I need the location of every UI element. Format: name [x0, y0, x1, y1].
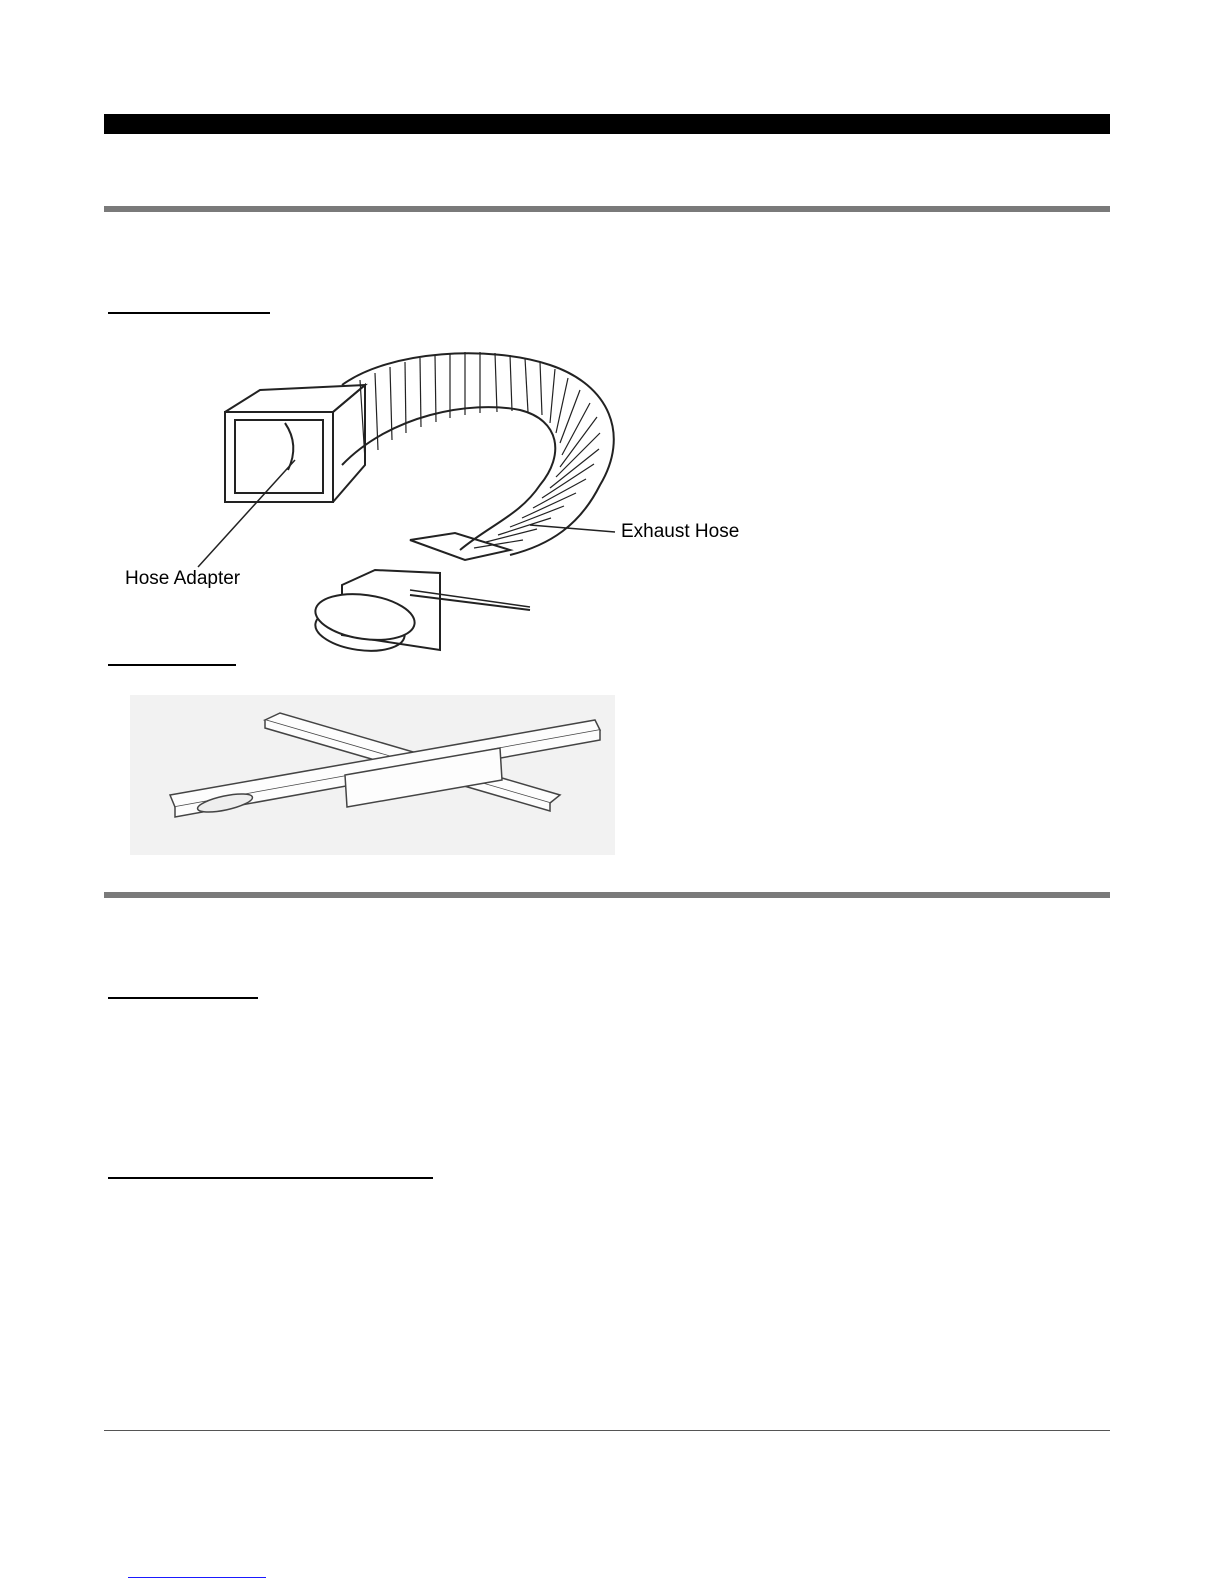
exhaust-hose-label: Exhaust Hose: [621, 521, 740, 542]
section-divider: [104, 892, 1110, 898]
subheading-underline: [108, 997, 258, 999]
window-slider-kit-illustration: [130, 695, 615, 855]
subheading-underline: [108, 664, 236, 666]
footer-rule: [104, 1430, 1110, 1431]
exhaust-hose-illustration: [110, 345, 770, 665]
footer-link[interactable]: [128, 1577, 266, 1578]
subheading-underline: [108, 312, 270, 314]
section-divider: [104, 206, 1110, 212]
hose-adapter-label: Hose Adapter: [125, 568, 241, 589]
header-bar: [104, 114, 1110, 134]
subheading-underline: [108, 1177, 433, 1179]
